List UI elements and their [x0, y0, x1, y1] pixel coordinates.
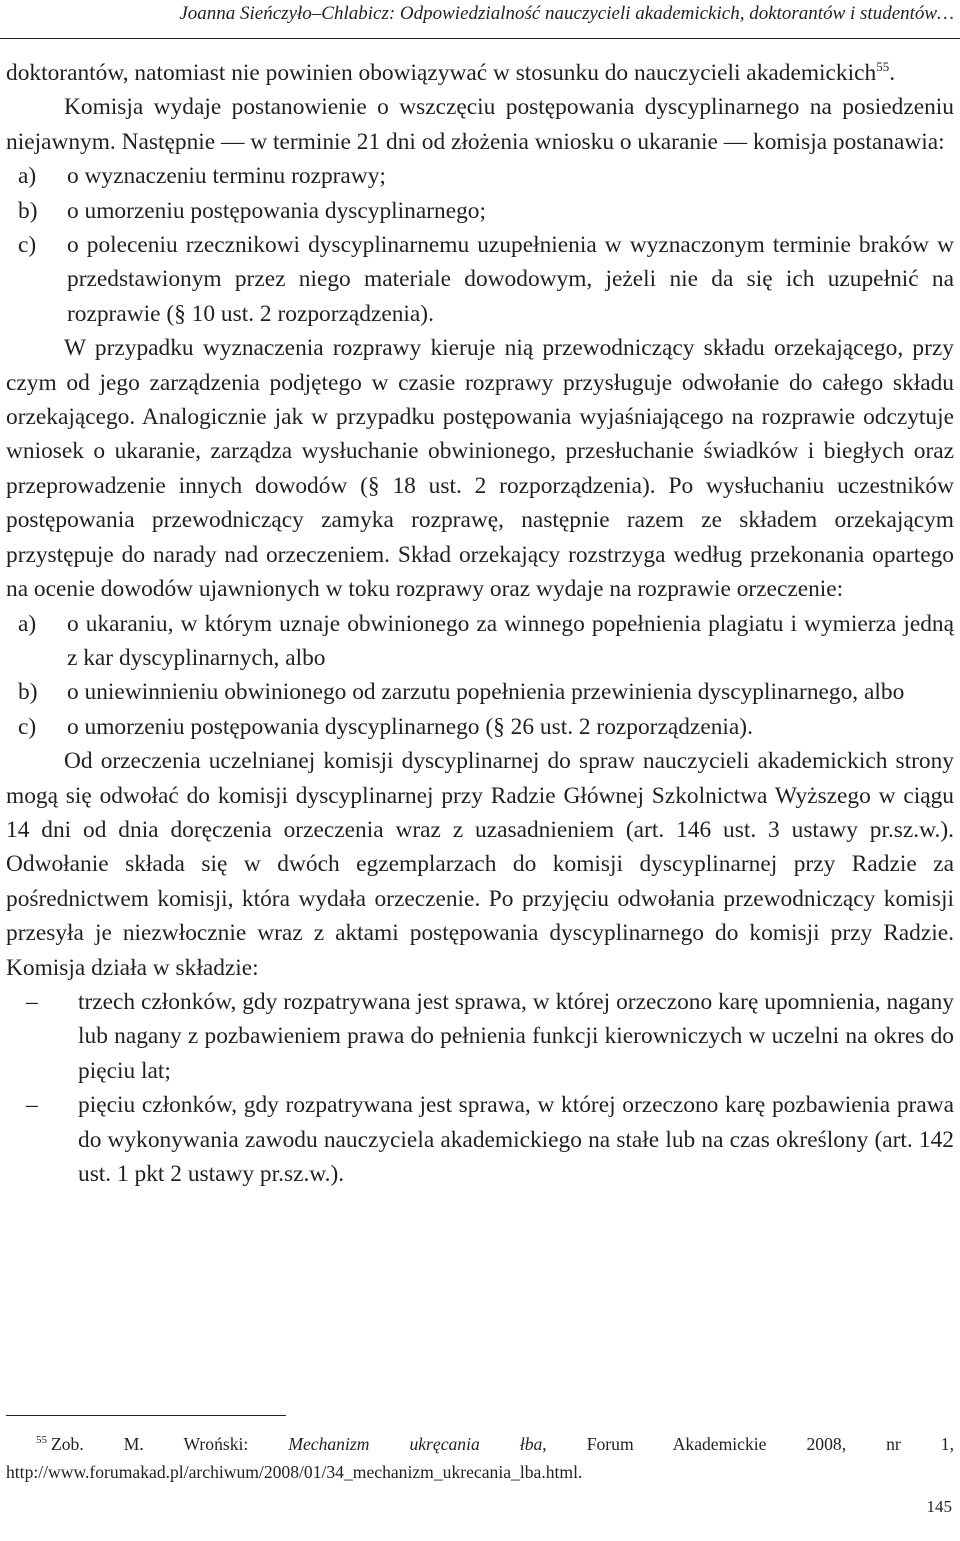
list-item — [6, 194, 954, 228]
list-item-text: o umorzeniu postępowania dyscyplinarnego; — [67, 197, 486, 224]
paragraph-4: Od orzeczenia uczelnianej komisji dyscyplinarnej do spraw nauczycieli akademickich strony mogą się odwołać do komisji dyscyplinarnej przy Radzie Głównej Szkolnictwa Wyższego w ciągu 14 dni od dnia doręczenia orzeczenia wraz z uzasadnieniem (art. 146 ust. 3 ustawy pr.sz.w.). Odwołanie składa się w dwóch egzemplarzach do komisji dyscyplinarnej przy Radzie za pośrednictwem komisji, która wydała orzeczenie. Po przyjęciu odwołania przewodniczący komisji przesyła je niezwłocznie wraz z aktami postępowania dyscyplinarnego do komisji przy Radzie. Komisja działa w składzie: — [6, 748, 954, 981]
footnote-number: 55 — [36, 1434, 47, 1447]
list-item — [6, 710, 954, 744]
footnote — [6, 1430, 954, 1486]
list-verdicts — [6, 607, 954, 745]
footnote-reference[interactable]: 55 — [876, 59, 890, 75]
footnote-divider — [6, 1415, 286, 1416]
list-marker: – — [26, 988, 38, 1015]
list-marker: c) — [18, 713, 37, 740]
list-composition — [6, 985, 954, 1191]
paragraph-1-end: . — [889, 60, 896, 86]
list-item — [6, 1088, 954, 1191]
list-item — [6, 607, 954, 676]
running-title: Joanna Sieńczyło–Chlabicz: Odpowiedzialność nauczycieli akademickich, doktorantów i studentów… — [179, 3, 954, 24]
list-item-text: o wyznaczeniu terminu rozprawy; — [67, 163, 386, 190]
list-item-text: o umorzeniu postępowania dyscyplinarnego (§ 26 ust. 2 rozporządzenia). — [67, 713, 753, 740]
paragraph-1-text: doktorantów, natomiast nie powinien obowiązywać w stosunku do nauczycieli akademickich — [6, 60, 877, 86]
list-item-text: pięciu członków, gdy rozpatrywana jest sprawa, w której orzeczono karę pozbawienia prawa do wykonywania zawodu nauczyciela akademickiego na stałe lub na czas określony (art. 142 ust. 1 pkt 2 ustawy pr.sz.w.). — [78, 1092, 954, 1187]
list-marker: b) — [18, 679, 38, 706]
list-item-text: trzech członków, gdy rozpatrywana jest sprawa, w której orzeczono karę upomnienia, nagany lub nagany z pozbawieniem prawa do pełnienia funkcji kierowniczych w uczelni na okres do pięciu lat; — [78, 988, 954, 1084]
list-item-text: o ukaraniu, w którym uznaje obwinionego za winnego popełnienia plagiatu i wymierza jedną z kar dyscyplinarnych, albo — [67, 610, 954, 671]
paragraph-1 — [6, 56, 954, 90]
paragraph-3: W przypadku wyznaczenia rozprawy kieruje nią przewodniczący składu orzekającego, przy czym od jego zarządzenia podjętego w czasie rozprawy przysługuje odwołanie do całego składu orzekającego. Analogicznie jak w przypadku postępowania wyjaśniającego na rozprawie odczytuje wniosek o ukaranie, zarządza wysłuchanie obwinionego, przesłuchanie świadków i biegłych oraz przeprowadzenie innych dowodów (§ 18 ust. 2 rozporządzenia). Po wysłuchaniu uczestników postępowania przewodniczący zamyka rozprawę, następnie razem ze składem orzekającym przystępuje do narady nad orzeczeniem. Skład orzekający rozstrzyga według przekonania opartego na ocenie dowodów ujawnionych w toku rozprawy oraz wydaje na rozprawie orzeczenie: — [6, 335, 954, 603]
list-marker: a) — [18, 163, 37, 190]
footnote-title: Mechanizm ukręcania łba — [288, 1434, 543, 1454]
paragraph-2: Komisja wydaje postanowienie o wszczęciu postępowania dyscyplinarnego na posiedzeniu niejawnym. Następnie — w terminie 21 dni od złożenia wniosku o ukaranie — komisja postanawia: — [6, 94, 954, 155]
list-item — [6, 675, 954, 709]
list-item — [6, 159, 954, 193]
page-number: 145 — [926, 1497, 952, 1516]
running-head — [0, 0, 960, 39]
footnote-suffix: , Forum Akademickie 2008, nr 1, http://www.forumakad.pl/archiwum/2008/01/34_mechanizm_ukrecania_lba.html. — [6, 1434, 954, 1482]
list-marker: a) — [18, 610, 37, 637]
footnote-prefix: Zob. M. Wroński: — [51, 1434, 289, 1454]
list-marker: b) — [18, 197, 38, 224]
list-marker: c) — [18, 232, 37, 259]
list-decisions — [6, 159, 954, 331]
body-text — [6, 56, 954, 1191]
list-item — [6, 228, 954, 331]
list-item — [6, 985, 954, 1088]
list-marker: – — [26, 1092, 38, 1119]
list-item-text: o uniewinnieniu obwinionego od zarzutu popełnienia przewinienia dyscyplinarnego, albo — [67, 679, 905, 706]
list-item-text: o poleceniu rzecznikowi dyscyplinarnemu uzupełnienia w wyznaczonym terminie braków w przedstawionym przez niego materiale dowodowym, jeżeli nie da się ich uzupełnić na rozprawie (§ 10 ust. 2 rozporządzenia). — [67, 232, 954, 327]
